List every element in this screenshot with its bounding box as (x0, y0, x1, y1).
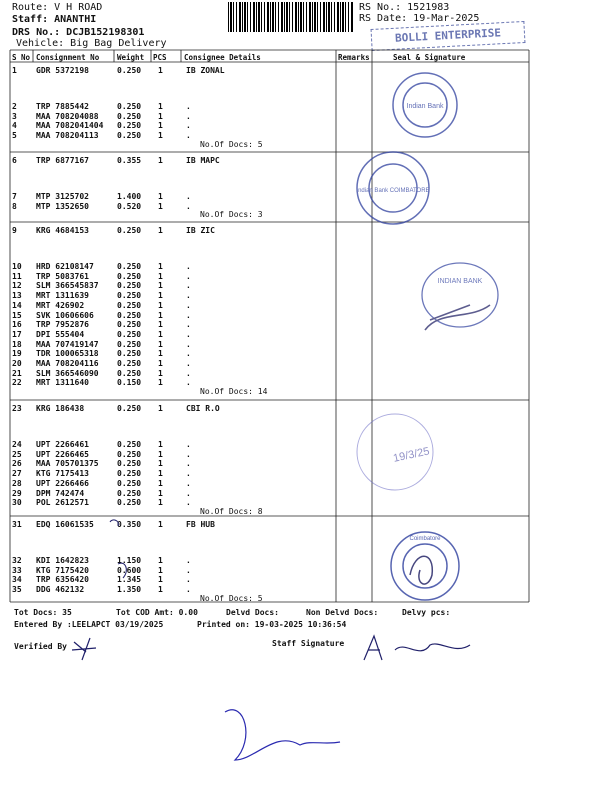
row-weight: 0.250 (117, 300, 142, 310)
row-mark: . (186, 102, 191, 111)
row-mark: . (186, 565, 191, 575)
row-consignment-no: HRD 62108147 (36, 262, 94, 271)
row-consignment-no: TRP 7885442 (36, 102, 89, 111)
docs-count: No.Of Docs: 14 (200, 387, 268, 397)
row-pcs: 1 (158, 478, 163, 488)
row-consignment-no: TDR 100065318 (36, 349, 99, 359)
row-weight: 0.250 (117, 121, 142, 131)
row-mark: . (186, 478, 191, 488)
row-sno: 6 (12, 156, 17, 165)
row-sno: 3 (12, 111, 17, 121)
svg-text:Indian Bank COIMBATORE: Indian Bank COIMBATORE (356, 188, 430, 194)
row-sno: 34 (12, 575, 22, 585)
col-sno: S No (12, 53, 31, 62)
row-consignment-no: MTP 3125702 (36, 192, 89, 201)
row-sno: 31 (12, 520, 22, 529)
tot-cod: Tot COD Amt: 0.00 (116, 608, 198, 617)
row-mark: . (186, 349, 191, 359)
row-weight: 0.250 (117, 368, 142, 378)
row-pcs: 1 (158, 262, 163, 271)
row-weight: 0.250 (117, 271, 142, 281)
row-consignment-no: KDI 1642823 (36, 556, 89, 565)
tot-docs: Tot Docs: 35 (14, 608, 72, 617)
row-weight: 0.250 (117, 131, 142, 141)
row-mark: . (186, 556, 191, 565)
row-consignment-no: MRT 426902 (36, 300, 85, 310)
svg-text:19/3/25: 19/3/25 (392, 445, 431, 465)
row-consignment-no: POL 2612571 (36, 498, 89, 508)
row-consignment-no: KRG 4684153 (36, 226, 89, 235)
row-pcs: 1 (158, 565, 163, 575)
consignee-name: IB ZIC (186, 226, 215, 235)
row-consignment-no: UPT 2266465 (36, 449, 89, 459)
col-weight: Weight (117, 53, 145, 62)
row-sno: 10 (12, 262, 22, 271)
row-mark: . (186, 329, 191, 339)
row-weight: 0.250 (117, 449, 142, 459)
row-pcs: 1 (158, 556, 163, 565)
row-pcs: 1 (158, 488, 163, 498)
row-mark: . (186, 310, 191, 320)
row-weight: 0.250 (117, 281, 142, 291)
svg-text:Indian Bank: Indian Bank (406, 103, 444, 110)
row-weight: 0.250 (117, 291, 142, 301)
row-consignment-no: GDR 5372198 (36, 66, 89, 75)
row-weight: 0.250 (117, 329, 142, 339)
row-mark: . (186, 488, 191, 498)
row-pcs: 1 (158, 349, 163, 359)
vehicle: Vehicle: Big Bag Delivery (16, 38, 167, 49)
row-pcs: 1 (158, 66, 163, 75)
svg-text:INDIAN BANK: INDIAN BANK (437, 278, 483, 285)
row-consignment-no: MRT 1311640 (36, 378, 89, 388)
row-mark: . (186, 291, 191, 301)
row-sno: 17 (12, 329, 22, 339)
row-pcs: 1 (158, 359, 163, 368)
row-consignment-no: KTG 7175413 (36, 469, 89, 479)
row-sno: 13 (12, 291, 22, 301)
staff-signature-label: Staff Signature (272, 639, 345, 648)
row-consignment-no: MAA 705701375 (36, 459, 99, 469)
row-consignment-no: TRP 7952876 (36, 320, 89, 330)
row-mark: . (186, 469, 191, 479)
row-sno: 18 (12, 339, 22, 349)
row-consignment-no: MAA 708204116 (36, 359, 99, 368)
row-sno: 5 (12, 131, 17, 141)
docs-count: No.Of Docs: 8 (200, 506, 263, 516)
consignee-name: FB HUB (186, 520, 215, 529)
row-mark: . (186, 339, 191, 349)
row-sno: 23 (12, 404, 22, 413)
row-sno: 21 (12, 368, 22, 378)
row-mark: . (186, 368, 191, 378)
row-consignment-no: KTG 7175420 (36, 565, 89, 575)
row-weight: 1.350 (117, 585, 142, 595)
row-pcs: 1 (158, 469, 163, 479)
docs-count: No.Of Docs: 5 (200, 593, 263, 603)
stamp-1 (393, 73, 457, 137)
row-pcs: 1 (158, 378, 163, 388)
row-mark: . (186, 271, 191, 281)
row-weight: 0.350 (117, 520, 142, 529)
row-pcs: 1 (158, 449, 163, 459)
row-pcs: 1 (158, 102, 163, 111)
svg-text:Coimbatore: Coimbatore (409, 536, 441, 542)
row-mark: . (186, 262, 191, 271)
row-mark: . (186, 359, 191, 368)
row-consignment-no: EDQ 16061535 (36, 520, 94, 529)
row-mark: . (186, 378, 191, 388)
row-mark: . (186, 201, 191, 211)
row-consignment-no: MAA 707419147 (36, 339, 99, 349)
entered-by: Entered By :LEELAPCT 03/19/2025 (14, 620, 164, 629)
row-consignment-no: MAA 708204088 (36, 111, 99, 121)
row-sno: 25 (12, 449, 22, 459)
row-pcs: 1 (158, 192, 163, 201)
row-weight: 0.250 (117, 262, 142, 271)
row-sno: 15 (12, 310, 22, 320)
consignee-name: IB ZONAL (186, 66, 225, 75)
row-pcs: 1 (158, 459, 163, 469)
row-sno: 26 (12, 459, 22, 469)
row-weight: 0.250 (117, 459, 142, 469)
row-sno: 28 (12, 478, 22, 488)
row-pcs: 1 (158, 111, 163, 121)
row-mark: . (186, 575, 191, 585)
row-mark: . (186, 300, 191, 310)
bottom-scribble (225, 710, 340, 760)
row-weight: 0.250 (117, 66, 142, 75)
col-consignment: Consignment No (36, 53, 100, 62)
row-mark: . (186, 192, 191, 201)
row-weight: 0.355 (117, 156, 142, 165)
consignee-name: IB MAPC (186, 156, 220, 165)
row-weight: 0.250 (117, 320, 142, 330)
row-weight: 1.150 (117, 556, 142, 565)
row-consignment-no: DDG 462132 (36, 585, 85, 595)
row-pcs: 1 (158, 300, 163, 310)
row-sno: 2 (12, 102, 17, 111)
printed-on: Printed on: 19-03-2025 10:36:54 (197, 620, 347, 629)
docs-count: No.Of Docs: 5 (200, 139, 263, 149)
row-sno: 14 (12, 300, 22, 310)
col-seal: Seal & Signature (393, 53, 466, 62)
row-sno: 27 (12, 469, 22, 479)
row-weight: 0.250 (117, 440, 142, 449)
row-consignment-no: KRG 186438 (36, 404, 85, 413)
docs-count: No.Of Docs: 3 (200, 210, 263, 220)
row-sno: 32 (12, 556, 22, 565)
row-mark: . (186, 111, 191, 121)
row-consignment-no: SVK 10606606 (36, 310, 94, 320)
delvy-pcs: Delvy pcs: (402, 608, 451, 617)
row-sno: 1 (12, 66, 17, 75)
row-weight: 0.250 (117, 478, 142, 488)
row-consignment-no: SLM 366546090 (36, 368, 99, 378)
row-pcs: 1 (158, 291, 163, 301)
bolli-stamp: BOLLI ENTERPRISE (371, 21, 526, 51)
row-pcs: 1 (158, 281, 163, 291)
row-pcs: 1 (158, 575, 163, 585)
row-pcs: 1 (158, 368, 163, 378)
row-consignment-no: SLM 366545837 (36, 281, 99, 291)
row-sno: 8 (12, 201, 17, 211)
row-sno: 20 (12, 359, 22, 368)
row-pcs: 1 (158, 404, 163, 413)
route: Route: V H ROAD (12, 2, 103, 13)
row-mark: . (186, 131, 191, 141)
stamp-2 (356, 152, 429, 224)
row-consignment-no: DPI 555404 (36, 329, 85, 339)
row-sno: 33 (12, 565, 22, 575)
row-sno: 11 (12, 271, 22, 281)
row-mark: . (186, 449, 191, 459)
row-weight: 0.250 (117, 498, 142, 508)
col-pcs: PCS (153, 53, 167, 62)
row-mark: . (186, 498, 191, 508)
row-sno: 9 (12, 226, 17, 235)
row-consignment-no: DPM 742474 (36, 488, 85, 498)
row-mark: . (186, 459, 191, 469)
row-sno: 22 (12, 378, 22, 388)
row-sno: 4 (12, 121, 17, 131)
row-mark: . (186, 585, 191, 595)
row-consignment-no: TRP 6877167 (36, 156, 89, 165)
row-weight: 0.520 (117, 201, 142, 211)
row-consignment-no: MRT 1311639 (36, 291, 89, 301)
row-weight: 0.250 (117, 359, 142, 368)
row-mark: . (186, 281, 191, 291)
staff: Staff: ANANTHI (12, 14, 97, 25)
row-weight: 0.250 (117, 469, 142, 479)
row-pcs: 1 (158, 440, 163, 449)
row-pcs: 1 (158, 498, 163, 508)
rs-number: RS No.: 1521983 (359, 2, 450, 13)
row-weight: 0.250 (117, 488, 142, 498)
row-pcs: 1 (158, 131, 163, 141)
rs-date: RS Date: 19-Mar-2025 (359, 13, 480, 24)
row-weight: 0.250 (117, 226, 142, 235)
row-sno: 7 (12, 192, 17, 201)
col-remarks: Remarks (338, 53, 370, 62)
drs-number: DRS No.: DCJB152198301 (12, 27, 145, 38)
row-consignment-no: MAA 7082041404 (36, 121, 104, 131)
verified-by: Verified By (14, 642, 67, 651)
row-sno: 35 (12, 585, 22, 595)
row-pcs: 1 (158, 310, 163, 320)
row-mark: . (186, 440, 191, 449)
row-consignment-no: UPT 2266461 (36, 440, 89, 449)
row-consignment-no: TRP 6356420 (36, 575, 89, 585)
row-consignment-no: TRP 5083761 (36, 271, 89, 281)
row-weight: 0.150 (117, 378, 142, 388)
row-pcs: 1 (158, 329, 163, 339)
row-pcs: 1 (158, 156, 163, 165)
row-pcs: 1 (158, 226, 163, 235)
row-weight: 0.250 (117, 339, 142, 349)
row-weight: 0.250 (117, 349, 142, 359)
row-weight: 0.250 (117, 102, 142, 111)
row-weight: 1.400 (117, 192, 142, 201)
row-weight: 0.250 (117, 310, 142, 320)
row-weight: 0.250 (117, 404, 142, 413)
row-pcs: 1 (158, 121, 163, 131)
row-sno: 24 (12, 440, 22, 449)
col-consignee: Consignee Details (184, 53, 261, 62)
row-pcs: 1 (158, 271, 163, 281)
non-delvd-docs: Non Delvd Docs: (306, 608, 379, 617)
consignee-name: CBI R.O (186, 404, 220, 413)
stamp-3 (422, 263, 498, 330)
row-consignment-no: MAA 708204113 (36, 131, 99, 141)
row-mark: . (186, 121, 191, 131)
row-sno: 30 (12, 498, 22, 508)
row-weight: 1.345 (117, 575, 142, 585)
row-pcs: 1 (158, 320, 163, 330)
stamp-4 (357, 414, 433, 490)
row-weight: 0.600 (117, 565, 142, 575)
row-sno: 16 (12, 320, 22, 330)
row-sno: 12 (12, 281, 22, 291)
row-pcs: 1 (158, 339, 163, 349)
row-sno: 29 (12, 488, 22, 498)
row-sno: 19 (12, 349, 22, 359)
delvd-docs: Delvd Docs: (226, 608, 279, 617)
row-weight: 0.250 (117, 111, 142, 121)
row-mark: . (186, 320, 191, 330)
row-pcs: 1 (158, 201, 163, 211)
row-consignment-no: UPT 2266466 (36, 478, 89, 488)
row-pcs: 1 (158, 520, 163, 529)
row-pcs: 1 (158, 585, 163, 595)
row-consignment-no: MTP 1352650 (36, 201, 89, 211)
stamp-5 (391, 532, 459, 600)
